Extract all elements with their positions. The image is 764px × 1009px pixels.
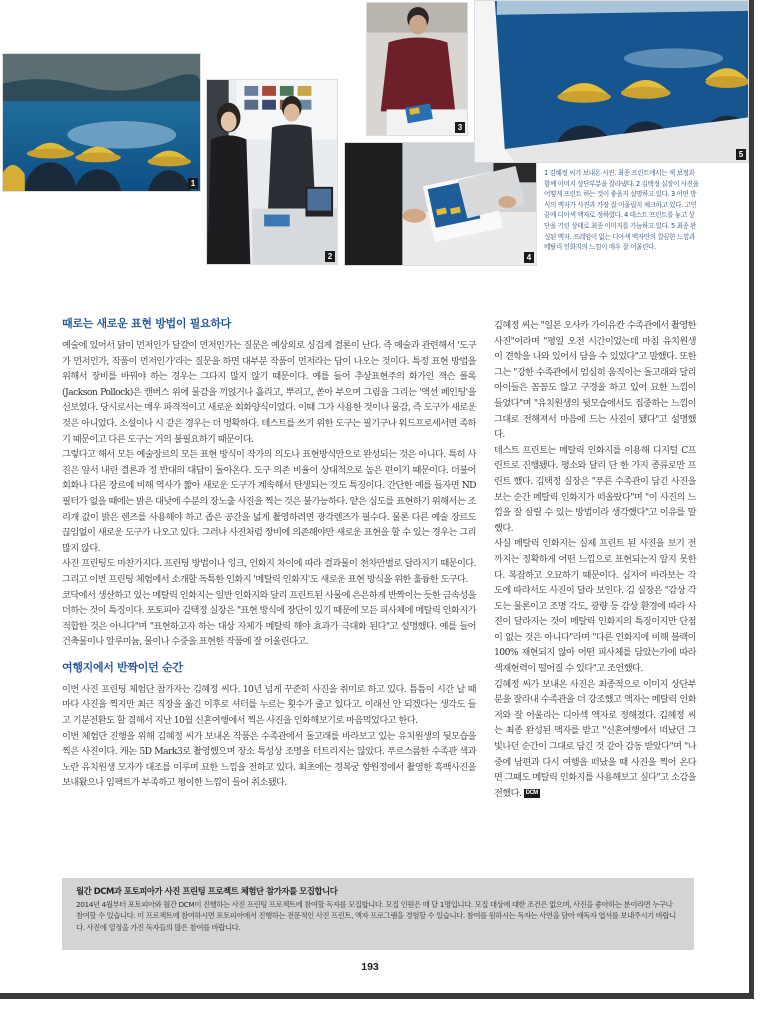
body-paragraph: 사실 메탈릭 인화지는 실제 프린트 된 사진을 보기 전까지는 정확하게 어떤 느낌으로 표현되는지 알지 못한다. 복잡하고 오묘하기 때문이다. 심지어 바라보는 각도에 따라서도 사진이 달라 보인다. 김 실장은 "감상 각도는 물론이고 조명 각도, 광량 등 감상 환경에 따라 사진이 달라지는 것이 메탈릭 인화지의 특징이지만 단점이 없는 것은 아니다"라며 "다른 인화지에 비해 블랙이 100% 재현되지 않아 어떤 피사체를 담았는가에 따라 색재현력이 떨어질 수 있다"고 조언했다. xyxy=(494,538,696,675)
photo-number: 1 xyxy=(188,178,198,189)
consultation-image xyxy=(207,80,337,264)
photo-caption: 1 김혜정 씨가 보내온 사진. 최종 프린트에서는 색 보정과 함께 이미지 상단부분을 잘라냈다. 2 김택정 실장이 사진을 어떻게 프린트 하는 것이 좋을지 설명하고 있다. 3 어떤 방식의 액자가 사진과 가장 잘 어울릴지 체크하고 있다. 고민 끝에 디아섹 액자로 정하였다. 4 테스트 프린트를 놓고 상단을 기린 상태로 최종 이미지를 가늠하고 있다. 5 최종 완성된 액자. 프레임이 없는 디아섹 액자만의 깔끔한 느낌과 메탈릭 인화지의 느낌이 매우 잘 어울린다. xyxy=(544,169,699,252)
body-paragraph: 김혜정 씨는 "일본 오사카 가이유칸 수족관에서 촬영한 사진"이라며 "평일 오전 시간이었는데 마침 유치원생이 견학을 나와 있어서 담을 수 있었다"고 말했다. 또한 그는 "강한 수족관에서 엄심히 움직이는 돌고래와 달리 아이들은 꼼꼼도 않고 구경을 하고 있어 묘한 느낌이 들었다"며 "유치원생의 뒷모습에서도 집중하는 느낌이 그대로 전해져서 마음에 드는 사진이 됐다"고 설명했다. xyxy=(494,320,696,441)
section-heading: 때로는 새로운 표현 방법이 필요하다 xyxy=(62,317,232,330)
photo-number: 2 xyxy=(325,251,335,262)
photo-2-consultation xyxy=(206,79,338,265)
body-paragraph: 이번 체험단 진행을 위해 김혜정 씨가 보내온 작품은 수족관에서 돌고래를 바라보고 있는 유치원생의 뒷모습을 찍은 사진이다. 캐논 5D Mark3로 촬영했으며 장소 특성상 조명을 터트리지는 않았다. 푸르스름한 수족관 색과 노란 유치원생 모자가 대조를 이루며 묘한 느낌을 전하고 있다. 최초에는 경복궁 향원정에서 촬영한 흑백사진을 보내왔으나 임팩트가 부족하고 평이한 느낌이 들어 취소됐다. xyxy=(62,730,476,789)
left-column xyxy=(62,316,476,791)
body-paragraph: 예술에 있어서 닭이 먼저인가 달걀이 먼저인가는 질문은 예상외로 싱겁게 결론이 난다. 즉 예술과 관련해서 '도구가 먼저인가, 작품이 먼저인가'라는 질문을 하면 대부분 작품이 먼저라는 답이 나오는 것이다. 특정 표현 방법을 위해서 장비를 바꿔야 하는 경우는 그다지 많지 않기 때문이다. 예를 들어 추상표현주의 화가인 잭슨 폴록(Jackson Pollock)은 캔버스 위에 물감을 끼얹거나 흘리고, 뿌리고, 쏟아 부으며 그림을 그리는 '액션 페인팅'을 선보였다. 당시로서는 매우 파격적이고 새로운 회화양식이었다. 이때 그가 사용한 것이나 물감, 즉 도구가 새로운 것은 아니었다. 소설이나 시 같은 경우는 더 명확하다. 테스트를 쓰기 위한 도구는 필기구나 워드프로세서면 족하기 때문이고 다른 도구는 거의 불필요하기 때문이다. xyxy=(62,340,476,445)
body-paragraph: 테스트 프린트는 메탈릭 인화지를 이용해 디지털 C프린트로 진행됐다. 평소와 달리 단 한 가지 종류로만 프린트 했다. 김택정 실장은 "푸른 수족관이 담긴 사진을 보는 순간 메탈릭 인화지가 떠올랐다"며 "이 사진의 느낌을 잘 살릴 수 있는 방법이라 생각했다"고 이유를 말했다. xyxy=(494,444,696,534)
photo-3-frame-check xyxy=(366,2,468,136)
body-paragraph: 코닥에서 생산하고 있는 메탈릭 인화지는 일반 인화지와 달리 프린트된 사물에 은은하게 반짝이는 듯한 금속성을 더하는 것이 특징이다. 포토피아 김택정 실장은 "표현 방식에 장단이 있기 때문에 모든 피사체에 메탈릭 인화지가 적합한 것은 아니다"며 "표현하고자 하는 대상 자체가 메탈릭 해야 효과가 극대화 된다"고 설명했다. 예를 들어 건축물이나 알루미늄, 물이나 수중을 표현한 작품에 잘 어울린다고. xyxy=(62,589,476,648)
photo-1-aquarium xyxy=(2,53,201,192)
end-mark-logo: DCM xyxy=(525,789,538,796)
section-heading: 여행지에서 반짝이던 순간 xyxy=(62,660,183,674)
aquarium-image xyxy=(3,54,200,191)
notice-body: 2014년 4월부터 포토피아와 월간 DCM이 진행하는 사진 프린팅 프로젝트에 참여할 독자를 모집합니다. 모집 인원은 매 달 1명입니다. 모집 대상에 대한 조건은 없으며, 사진을 좋아하는 분이라면 누구나 참여할 수 있습니다. 이 프로젝트에 참여하시면 포토피아에서 진행하는 전문적인 사진 프린트, 액자 프로그램을 경험할 수 있습니다. 참여를 원하시는 독자는 사연을 담아 애독자 엽서를 보내주시기 바랍니다. 사진에 열정을 가진 독자들의 많은 참여를 바랍니다. xyxy=(76,899,676,932)
body-paragraph: 이번 사진 프린팅 체험단 참가자는 김혜정 씨다. 10년 넘게 꾸준히 사진을 취미로 하고 있다. 틈틈이 시간 날 때 마다 사진을 찍지만 최근 직장을 옮긴 이후로 셔터를 누르는 횟수가 줄고 있다고. 이래선 안 되겠다는 생각도 들고 기분전환도 할 겸해서 지난 10월 신혼여행에서 찍은 사진을 인화해보기로 마음먹었다고 한다. xyxy=(62,683,476,727)
body-paragraph: 그렇다고 해서 모든 예술장르의 모든 표현 방식이 작가의 의도나 표현방식만으로 완성되는 것은 아니다. 특히 사진은 앞서 내린 결론과 정 반대의 대답이 돌아온다. 도구 의존 비율이 상대적으로 높은 편이기 때문이다. 더불어 회화나 다른 장르에 비해 역사가 짧아 새로운 도구가 계속해서 탄생되는 것도 특징이다. 간단한 예를 들자면 ND 필터가 없을 때에는 밝은 대낮에 수분의 장노출 사진을 찍는 것은 불가능하다. 얕은 심도를 표현하기 위해서는 조리개 값이 밝은 렌즈를 사용해야 하고 좁은 공간을 넓게 촬영하려면 광각렌즈가 필수다. 물론 다른 예술 장르도 끊임없이 새로운 도구가 나오고 있다. 그러나 사진처럼 장비에 의존해야만 새로운 표현을 할 수 있는 경우는 그리 많지 않다. xyxy=(62,449,476,554)
recruitment-notice-box xyxy=(62,878,694,950)
right-column xyxy=(494,318,696,801)
page-number: 193 xyxy=(361,961,379,973)
photo-number: 4 xyxy=(524,252,534,263)
body-paragraph xyxy=(494,677,696,802)
body-paragraph: 사진 프린팅도 마찬가지다. 프린팅 방법이나 잉크, 인화지 차이에 따라 결과물이 천차만별로 달라지기 때문이다. 그리고 이번 프린팅 체험에서 소개할 독특한 인화지 '메탈릭 인화지'도 새로운 표현 방식을 위한 훌륭한 도구다. xyxy=(62,558,476,585)
photo-number: 5 xyxy=(736,149,746,160)
photo-number: 3 xyxy=(455,122,465,133)
photo-5-final-frame xyxy=(474,0,749,163)
notice-title: 월간 DCM과 포토피아가 사진 프린팅 프로젝트 체험단 참가자를 모집합니다 xyxy=(76,886,338,896)
closing-paragraph-text: 김혜정 씨가 보내온 사진은 최종적으로 이미지 상단부분을 잘라내 수족관을 더 강조했고 액자는 메탈릭 인화지와 잘 어울리는 디아섹 액자로 정해졌다. 김혜정 씨는 최종 완성된 액자를 받고 "신혼여행에서 떠났던 그 빛나던 순간이 그대로 담긴 것 같아 감동 받았다"며 "나중에 남편과 다시 여행을 떠났을 때 사진을 찍어 온다면 그때도 메탈릭 인화지를 사용해보고 싶다"고 소감을 전했다. xyxy=(494,678,696,799)
frame-check-image xyxy=(367,3,467,135)
final-frame-image xyxy=(475,1,748,162)
